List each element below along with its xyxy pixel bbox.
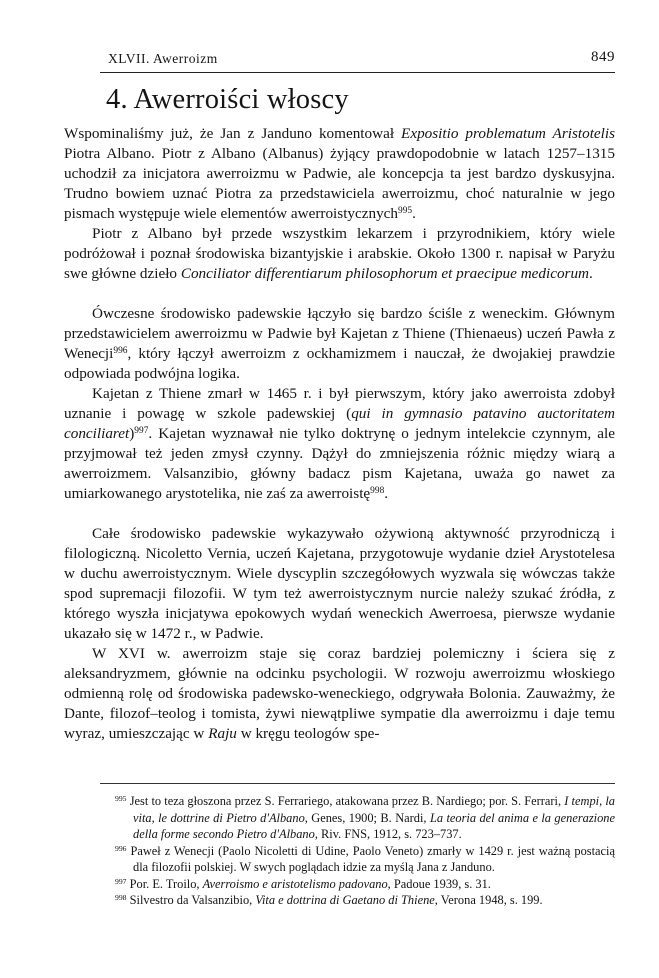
footnote-number: 998	[115, 892, 127, 902]
section-title: 4. Awerroiści włoscy	[106, 84, 349, 115]
paragraph-3: Ówczesne środowisko padewskie łączyło się bardzo ściśle z weneckim. Głównym przedstawicielem awerroizmu w Padwie był Kajetan z Thiene (Thienaeus) uczeń Pawła z Wenecji$^{996}$, który łączył awerroizm z ockhamizmem i nauczał, że dwojakiej prawdzie odpowiada podwójna logika.	[64, 305, 615, 382]
page-number: 849	[591, 49, 615, 65]
footnote-number: 997	[115, 876, 127, 886]
paragraph-2: Piotr z Albano był przede wszystkim lekarzem i przyrodnikiem, który wiele podróżował i poznał środowiska bizantyjskie i arabskie. Około 1300 r. napisał w Paryżu swe główne dzieło Conciliator differentiarum philosophorum et praecipue medicorum.	[64, 225, 615, 282]
footnote-number: 995	[115, 793, 127, 803]
paragraph-1: Wspominaliśmy już, że Jan z Janduno komentował Expositio problematum Aristotelis Piotra Albano. Piotr z Albano (Albanus) żyjący prawdopodobnie w latach 1257–1315 uchodził za inicjatora awerroizmu w Padwie, ale koncepcja ta jest bardzo dyskusyjna. Trudno bowiem uznać Piotra za przedstawiciela awerroizmu, choć naturalnie w jego pismach występuje wiele elementów awerroistycznych$^{995}$.	[64, 125, 616, 222]
footnote-rule	[100, 783, 615, 784]
footnote-997: $^{997}$ Por. E. Troilo, Averroismo e aristotelismo padovano, Padoue 1939, s. 31.	[115, 876, 491, 891]
footnote-ref-995: 995	[398, 205, 413, 216]
footnote-995: $^{995}$ Jest to teza głoszona przez S. Ferrariego, atakowana przez B. Nardiego; por. S. Ferrari, I tempi, la vita, le dottrine di Pietro d'Albano, Genes, 1900; B. Nardi, La teoria del anima e la generazione della forme secondo Pietro d'Albano, Riv. FNS, 1912, s. 723–737.	[115, 793, 615, 841]
footnote-ref-997: 997	[134, 425, 149, 436]
footnotes	[115, 793, 615, 909]
footnote-996: $^{996}$ Paweł z Wenecji (Paolo Nicoletti di Udine, Paolo Veneto) zmarły w 1429 r. jest ważną postacią dla filozofii polskiej. W swych poglądach idzie za myślą Jana z Janduno.	[115, 843, 615, 874]
footnote-number: 996	[115, 843, 127, 853]
footnote-998: $^{998}$ Silvestro da Valsanzibio, Vita e dottrina di Gaetano di Thiene, Verona 1948, s. 199.	[115, 892, 543, 907]
work-title: Conciliator differentiarum philosophorum et praecipue medicorum	[180, 265, 590, 282]
running-title: XLVII. Awerroizm	[108, 51, 218, 66]
work-title: Raju	[208, 725, 237, 742]
paragraph-6: W XVI w. awerroizm staje się coraz bardziej polemiczny i ściera się z aleksandryzmem, głównie na odcinku psychologii. W rozwoju awerroizmu włoskiego odmienną rolę od środowiska padewsko-weneckiego, odgrywała Bolonia. Zauważmy, że Dante, filozof–teolog i tomista, żywi niewątpliwe sympatie dla awerroizmu i daje temu wyraz, umieszczając w Raju w kręgu teologów spe-	[64, 645, 615, 742]
work-title: Expositio problematum Aristotelis	[401, 125, 616, 142]
paragraph-5: Całe środowisko padewskie wykazywało ożywioną aktywność przyrodniczą i filologiczną. Nicoletto Vernia, uczeń Kajetana, przygotowuje wydanie dzieł Arystotelesa w duchu awerroistycznym. Wiele dyscyplin szczegółowych wyzwala się wówczas także spod supremacji filozofii. W tym też awerroistycznym nurcie należy szukać źródła, z którego wyszła inicjatywa epokowych wydań weneckich Awerroesa, pierwsze wydanie ukazało się w 1472 r., w Padwie.	[64, 525, 615, 642]
paragraph-4: Kajetan z Thiene zmarł w 1465 r. i był pierwszym, który jako awerroista zdobył uznanie i powagę w szkole padewskiej (qui in gymnasio patavino auctoritatem conciliaret)$^{997}$. Kajetan wyznawał nie tylko doktrynę o jednym intelekcie czynnym, ale przyjmował też jeden zmysł czynny. Dążył do zmniejszenia różnic między wiarą a awerroizmem. Valsanzibio, główny badacz pism Kajetana, uważa go nawet za umiarkowanego arystotelika, nie zaś za awerroistę$^{998}$.	[64, 385, 615, 502]
footnote-ref-996: 996	[113, 345, 128, 356]
footnote-ref-998: 998	[370, 485, 385, 496]
running-header	[100, 49, 615, 71]
header-rule	[100, 72, 615, 73]
latin-quote: qui in gymnasio patavino auctoritatem conciliaret	[64, 405, 615, 442]
body-text	[64, 124, 615, 744]
